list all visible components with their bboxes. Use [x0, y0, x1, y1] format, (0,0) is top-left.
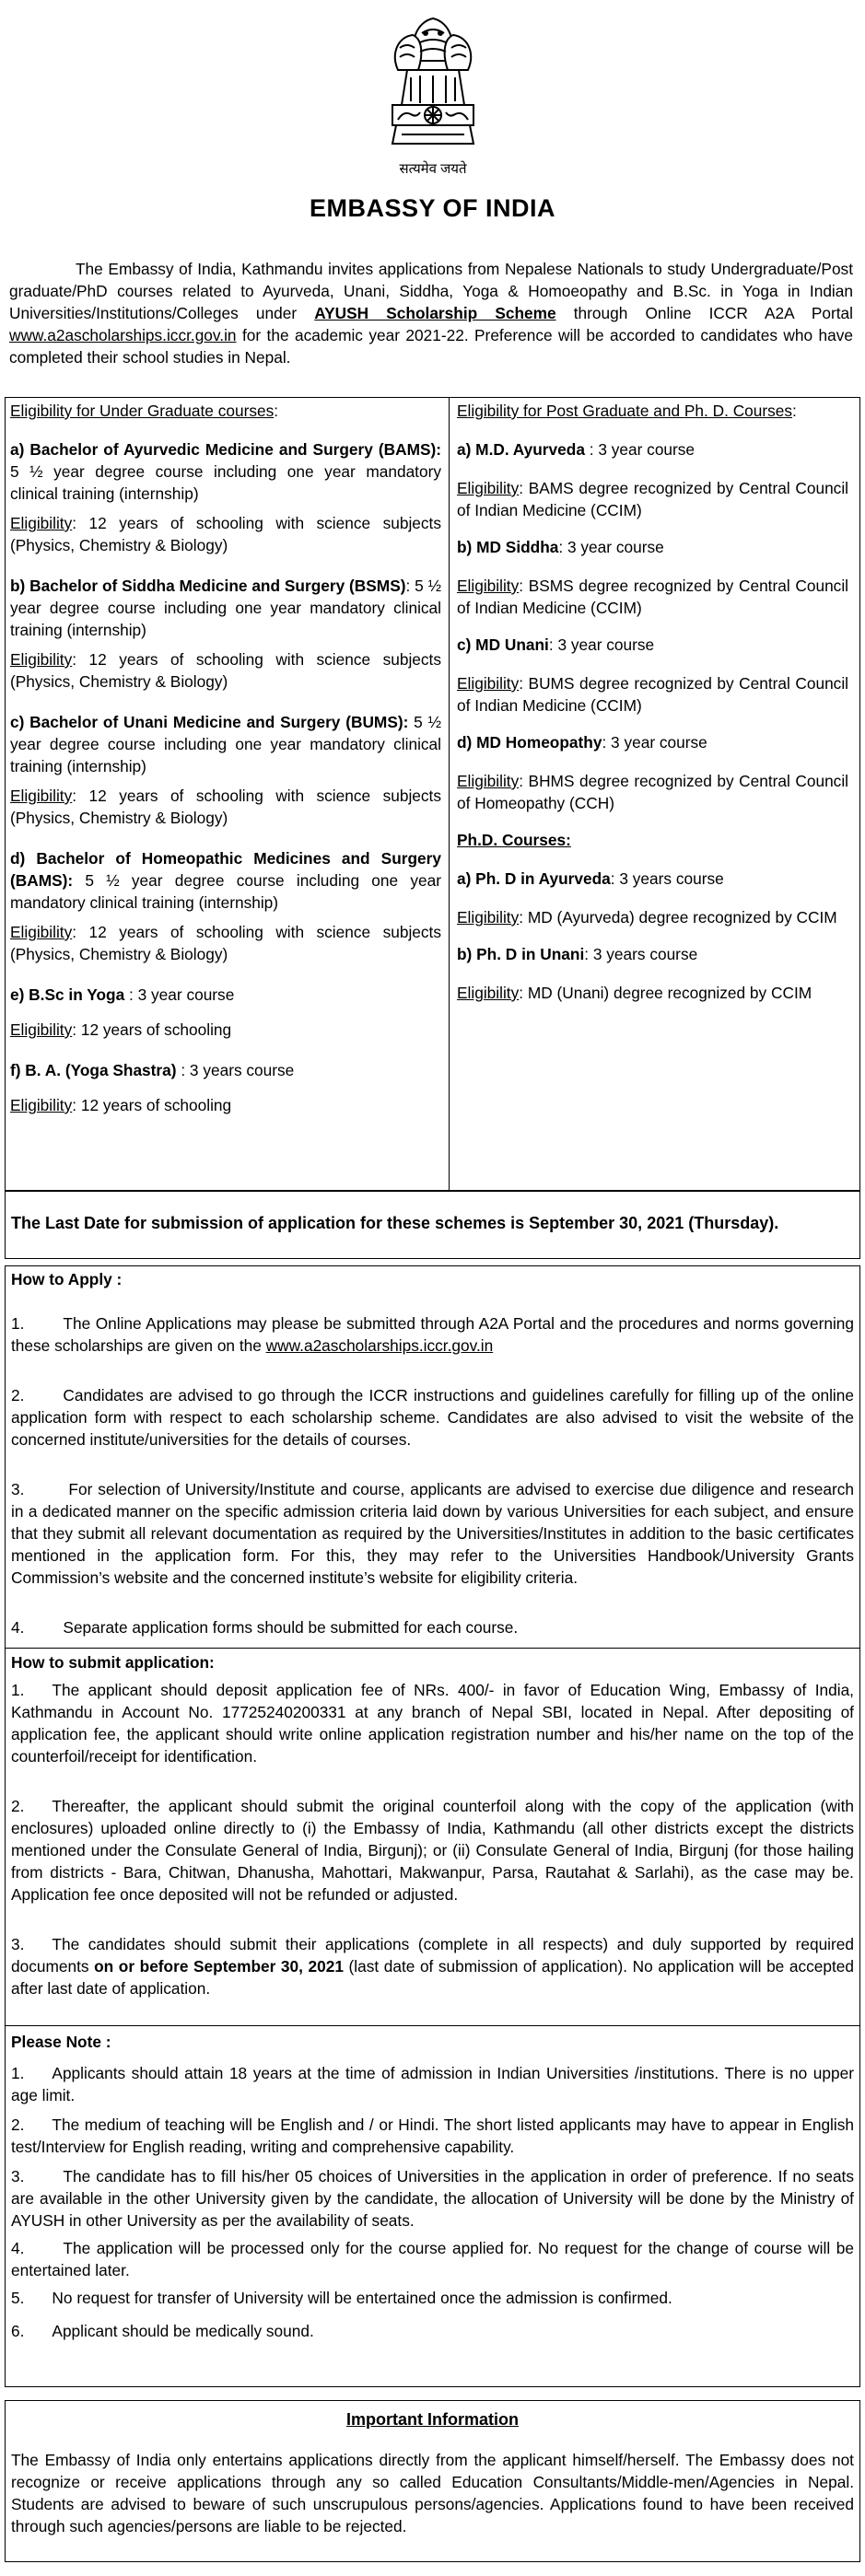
pg-course-desc: : 3 year course [558, 538, 664, 556]
item-number: 1. [11, 1681, 25, 1699]
ug-course-eligibility: : 12 years of schooling with science subjects (Physics, Chemistry & Biology) [10, 650, 441, 691]
pg-course-desc: : 3 year course [584, 440, 696, 459]
item-text: No request for transfer of University will be entertained once the admission is confirmed. [52, 2289, 672, 2307]
apply-item [11, 1478, 854, 1589]
item-number: 3. [11, 2167, 25, 2186]
phd-heading: Ph.D. Courses: [457, 831, 571, 849]
deadline-text: on or before September 30, 2021 [94, 1957, 344, 1976]
ug-course-title: e) B.Sc in Yoga [10, 985, 125, 1004]
note-item [11, 2237, 854, 2281]
note-item [11, 2287, 854, 2309]
last-date-notice [5, 1191, 860, 1259]
item-text: (last date of submission of application). No application will be accepted after last date of application. [11, 1957, 855, 1998]
ug-course-title: f) B. A. (Yoga Shastra) [10, 1061, 177, 1079]
item-number: 2. [11, 1797, 25, 1815]
ug-course-eligibility: : 12 years of schooling with science subjects (Physics, Chemistry & Biology) [10, 514, 441, 554]
pg-course-desc: : 3 year course [602, 733, 707, 752]
instructions-box [5, 1265, 860, 2387]
eligibility-table [5, 397, 860, 1191]
ug-course-desc: 5 ½ year degree course including one year mandatory clinical training (internship) [10, 713, 441, 775]
eligibility-label: Eligibility [10, 787, 73, 805]
item-text: For selection of University/Institute and course, applicants are advised to exercise due diligence and research in a dedicated manner on the specific admission criteria laid down by various Universities for each subject, and ensure that they submit all relevant documentation as required by the Universities/Institutes in addition to the basic certificates mentioned in the application form. For this, they may refer to the Universities Handbook/University Grants Commission’s website and the concerned institute’s website for eligibility criteria. [11, 1480, 854, 1587]
submit-item [11, 1679, 854, 1767]
eligibility-label: Eligibility [10, 1096, 73, 1114]
how-to-apply-heading: How to Apply : [11, 1270, 123, 1288]
pg-course-title: c) MD Unani [457, 635, 549, 654]
lion-capital-emblem-icon [380, 6, 486, 181]
submit-item [11, 1795, 854, 1906]
pg-course-title: d) MD Homeopathy [457, 733, 602, 752]
ug-course-eligibility: : 12 years of schooling with science subjects (Physics, Chemistry & Biology) [10, 923, 441, 963]
phd-course-desc: : 3 years course [584, 945, 698, 963]
item-number: 6. [11, 2322, 25, 2340]
item-text: The Online Applications may please be submitted through A2A Portal and the procedures and norms governing these scholarships are given on the [11, 1314, 854, 1355]
note-item [11, 2114, 854, 2158]
ug-course-desc: : 3 years course [176, 1061, 295, 1079]
item-text: Separate application forms should be submitted for each course. [63, 1618, 519, 1637]
item-text: Applicant should be medically sound. [52, 2322, 314, 2340]
item-number: 3. [11, 1935, 25, 1953]
item-number: 5. [11, 2289, 25, 2307]
postgraduate-column: Eligibility for Post Graduate and Ph. D. Courses: a) M.D. Ayurveda : 3 year course Eligibility: BAMS degree recognized by Central Council of Indian Medicine (CCIM) b) MD Siddha: 3 year course Eligibility: BSMS degree recognized by Central Council of Indian Medicine (CCIM) c) MD Unani: 3 year course Eligibility: BUMS degree recognized by Central Council of Indian Medicine (CCIM) d) MD Homeopathy: 3 year course Eligibility: BHMS degree recognized by Central Council of Homeopathy (CCH) Ph.D. Courses: a) Ph. D in Ayurveda: 3 years course Eligibility: MD (Ayurveda) degree recognized by CCIM b) Ph. D in Unani: 3 years course Eligibility: MD (Unani) degree recognized by CCIM [457, 402, 848, 1002]
page-title: EMBASSY OF INDIA [309, 194, 556, 222]
item-number: 4. [11, 2239, 25, 2257]
item-number: 1. [11, 1314, 25, 1333]
portal-link[interactable]: www.a2ascholarships.iccr.gov.in [9, 326, 237, 344]
item-text: The candidates should submit their applications (complete in all respects) and duly supported by required documents [11, 1935, 854, 1976]
pg-course-eligibility: : BAMS degree recognized by Central Council of Indian Medicine (CCIM) [457, 479, 848, 519]
item-number: 2. [11, 1386, 25, 1405]
emblem-motto: सत्यमेव जयते [399, 161, 467, 177]
ug-course-desc: 5 ½ year degree course including one year mandatory clinical training (internship) [10, 462, 441, 503]
item-number: 1. [11, 2064, 25, 2082]
item-text: The candidate has to fill his/her 05 choices of Universities in the application in order of preference. If no seats are available in the other University given by the candidate, the allocation of University will be done by the Ministry of AYUSH in other University as per the availability of seats. [11, 2167, 854, 2230]
important-info-box [5, 2400, 860, 2562]
eligibility-label: Eligibility [10, 1020, 73, 1039]
pg-course-eligibility: : BUMS degree recognized by Central Council of Indian Medicine (CCIM) [457, 674, 848, 715]
apply-item [11, 1616, 854, 1638]
item-number: 4. [11, 1618, 25, 1637]
portal-link[interactable]: www.a2ascholarships.iccr.gov.in [265, 1336, 494, 1355]
item-text: Applicants should attain 18 years at the time of admission in Indian Universities /institutions. There is no upper age limit. [11, 2064, 854, 2104]
eligibility-label: Eligibility [10, 514, 73, 532]
eligibility-label: Eligibility [457, 984, 520, 1002]
eligibility-label: Eligibility [10, 923, 73, 941]
eligibility-label: Eligibility [457, 479, 520, 497]
note-item [11, 2062, 854, 2106]
submit-item [11, 1933, 854, 1999]
pg-course-eligibility: : BSMS degree recognized by Central Council of Indian Medicine (CCIM) [457, 577, 848, 617]
important-info-text: The Embassy of India only entertains applications directly from the applicant himself/herself. The Embassy does not recognize or receive applications through any so called Education Consultants/Middle-men/Agencies in Nepal. Students are advised to beware of such unscrupulous persons/agencies. Applications found to have been received through such agencies/persons are liable to be rejected. [11, 2451, 854, 2535]
pg-course-title: b) MD Siddha [457, 538, 559, 556]
intro-text-2: through Online ICCR A2A Portal [555, 304, 853, 322]
item-text: Thereafter, the applicant should submit the original counterfoil along with the copy of the application (with enclosures) uploaded online directly to (i) the Embassy of India, Kathmandu (all other districts except the districts mentioned under the Consulate General of India, Birgunj); or (ii) Consulate General of India, Birgunj (for those hailing from districts - Bara, Chitwan, Dhanusha, Mahottari, Makwanpur, Parsa, Rautahat & Sarlahi), as the case may be. Application fee once deposited will not be refunded or adjusted. [11, 1797, 854, 1904]
intro-text-3: for the academic year 2021-22. Preference will be accorded to candidates who have completed their school studies in Nepal. [9, 326, 853, 367]
note-item [11, 2165, 854, 2232]
apply-item [11, 1312, 854, 1357]
ug-course-title: c) Bachelor of Unani Medicine and Surgery (BUMS): [10, 713, 409, 731]
ug-course-title: d) Bachelor of Homeopathic Medicines and Surgery (BAMS): [10, 849, 441, 890]
last-date-text: The Last Date for submission of application for these schemes is September 30, 2021 (Thursday). [11, 1214, 779, 1232]
eligibility-label: Eligibility [457, 772, 520, 790]
eligibility-label: Eligibility [10, 650, 73, 669]
ug-course-eligibility: : 12 years of schooling [72, 1020, 232, 1039]
intro-text-1: The Embassy of India, Kathmandu invites applications from Nepalese Nationals to study Undergraduate/Post graduate/PhD courses related to Ayurveda, Unani, Siddha, Yoga & Homoeopathy and B.Sc. in Yoga in Indian Universities/Institutions/Colleges under [9, 260, 853, 322]
undergraduate-column: Eligibility for Under Graduate courses: a) Bachelor of Ayurvedic Medicine and Surgery (BAMS): 5 ½ year degree course including one year mandatory clinical training (internship) Eligibility: 12 years of schooling with science subjects (Physics, Chemistry & Biology) b) Bachelor of Siddha Medicine and Surgery (BSMS): 5 ½ year degree course including one year mandatory clinical training (internship) Eligibility: 12 years of schooling with science subjects (Physics, Chemistry & Biology) c) Bachelor of Unani Medicine and Surgery (BUMS): 5 ½ year degree course including one year mandatory clinical training (internship) Eligibility: 12 years of schooling with science subjects (Physics, Chemistry & Biology) d) Bachelor of Homeopathic Medicines and Surgery (BAMS): 5 ½ year degree course including one year mandatory clinical training (internship) Eligibility: 12 years of schooling with science subjects (Physics, Chemistry & Biology) e) B.Sc in Yoga : 3 year course Eligibility: 12 years of schooling f) B. A. (Yoga Shastra) : 3 years course Eligibility: 12 years of schooling [10, 402, 441, 1114]
ug-course-title: b) Bachelor of Siddha Medicine and Surgery (BSMS) [10, 577, 406, 595]
important-info-heading: Important Information [346, 2410, 519, 2429]
ug-heading: Eligibility for Under Graduate courses [10, 402, 275, 420]
ug-course-eligibility: : 12 years of schooling [72, 1096, 232, 1114]
how-to-submit-heading: How to submit application: [11, 1653, 215, 1672]
eligibility-label: Eligibility [457, 577, 520, 595]
note-item [11, 2320, 854, 2342]
item-text: The applicant should deposit application fee of NRs. 400/- in favor of Education Wing, Embassy of India, Kathmandu in Account No. 17725240200331 at any branch of Nepal SBI, located in Nepal. After depositing of application fee, the applicant should write online application registration number and his/her name on the top of the counterfoil/receipt for identification. [11, 1681, 854, 1766]
ug-course-desc: 5 ½ year degree course including one year mandatory clinical training (internship) [10, 871, 441, 912]
apply-item [11, 1384, 854, 1451]
ug-course-desc: : 3 year course [124, 985, 235, 1004]
eligibility-label: Eligibility [457, 908, 520, 927]
eligibility-label: Eligibility [457, 674, 520, 693]
pg-course-eligibility: : BHMS degree recognized by Central Council of Homeopathy (CCH) [457, 772, 848, 812]
item-text: The medium of teaching will be English and / or Hindi. The short listed applicants may have to appear in English test/Interview for English reading, writing and comprehensive capability. [11, 2116, 854, 2156]
intro-paragraph [9, 258, 853, 368]
ug-course-eligibility: : 12 years of schooling with science subjects (Physics, Chemistry & Biology) [10, 787, 441, 827]
ug-course-title: a) Bachelor of Ayurvedic Medicine and Surgery (BAMS): [10, 440, 441, 459]
phd-course-eligibility: : MD (Ayurveda) degree recognized by CCIM [519, 908, 837, 927]
pg-heading: Eligibility for Post Graduate and Ph. D. Courses [457, 402, 793, 420]
item-text: Candidates are advised to go through the ICCR instructions and guidelines carefully for filling up of the online application form with respect to each scholarship scheme. Candidates are also advised to visit the website of the concerned institute/universities for the details of courses. [11, 1386, 854, 1449]
scheme-name: AYUSH Scholarship Scheme [314, 304, 556, 322]
please-note-heading: Please Note : [11, 2033, 111, 2051]
item-number: 2. [11, 2116, 25, 2134]
pg-course-desc: : 3 year course [548, 635, 655, 654]
phd-course-title: a) Ph. D in Ayurveda [457, 869, 611, 888]
ug-course-desc: : 5 ½ year degree course including one year mandatory clinical training (internship) [10, 577, 441, 639]
phd-course-title: b) Ph. D in Unani [457, 945, 585, 963]
item-number: 3. [11, 1480, 25, 1498]
pg-course-title: a) M.D. Ayurveda [457, 440, 585, 459]
phd-course-eligibility: : MD (Unani) degree recognized by CCIM [519, 984, 812, 1002]
item-text: The application will be processed only for the course applied for. No request for the change of course will be entertained later. [11, 2239, 854, 2279]
phd-course-desc: : 3 years course [610, 869, 724, 888]
